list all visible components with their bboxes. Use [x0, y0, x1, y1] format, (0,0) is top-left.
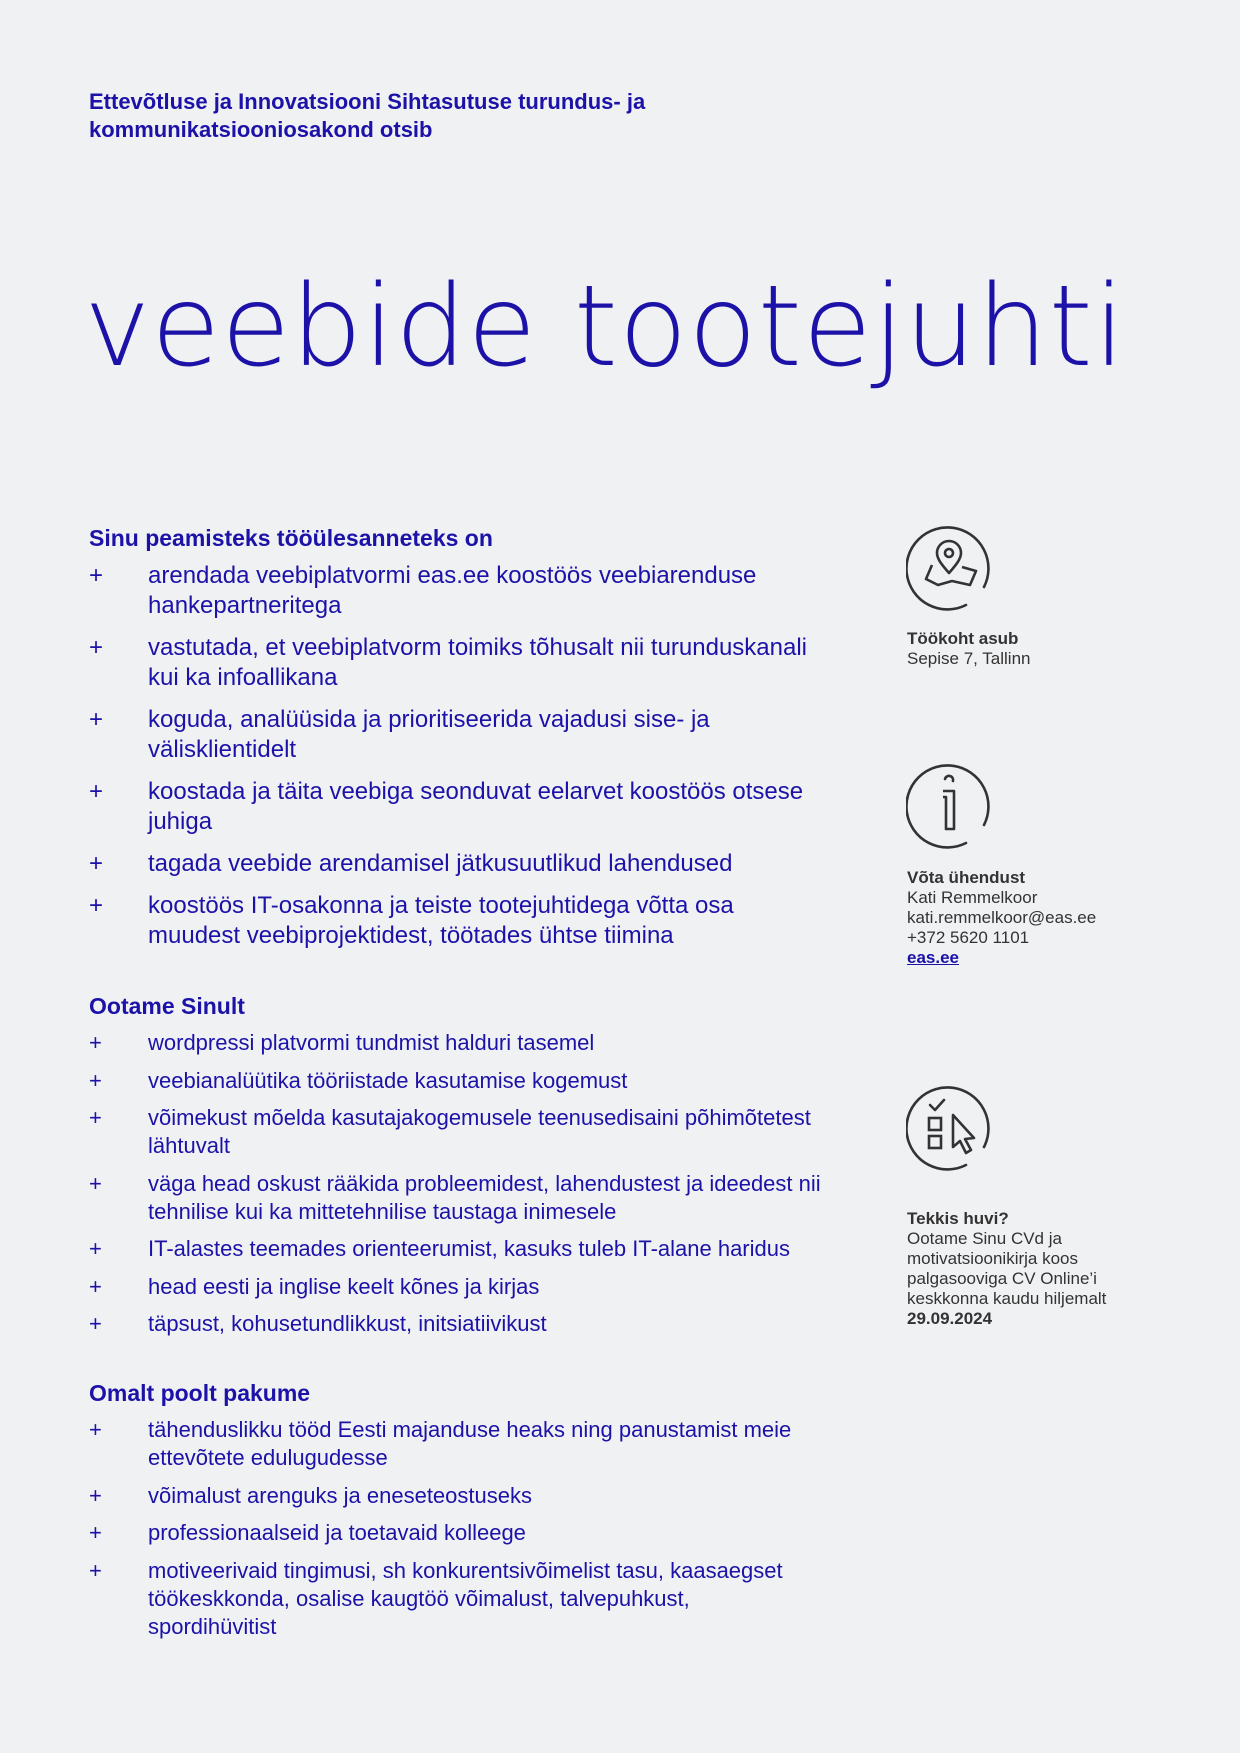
list-item-line: ettevõtete edulugudesse	[148, 1445, 388, 1470]
list-item-line: koguda, analüüsida ja prioritiseerida vajadusi sise- ja	[148, 706, 710, 733]
plus-bullet: +	[89, 850, 104, 877]
plus-bullet: +	[89, 1170, 102, 1196]
list-item	[89, 1067, 889, 1095]
list-item-line: IT-alastes teemades orienteerumist, kasuks tuleb IT-alane haridus	[148, 1236, 790, 1261]
location-block	[907, 629, 1137, 669]
plus-bullet: +	[89, 1311, 102, 1336]
section-heading: Ootame Sinult	[89, 993, 245, 1019]
plus-bullet: +	[89, 1067, 102, 1093]
plus-bullet: +	[89, 1236, 102, 1261]
apply-heading: Tekkis huvi?	[907, 1209, 1009, 1228]
section-heading: Sinu peamisteks tööülesanneteks on	[89, 525, 493, 551]
list-item-line: head eesti ja inglise keelt kõnes ja kirjas	[148, 1273, 540, 1299]
plus-bullet: +	[89, 562, 104, 589]
list-item-line: võimalust arenguks ja eneseteostuseks	[148, 1482, 532, 1508]
list-item-line: juhiga	[148, 808, 213, 835]
list-item-line: tehnilise kui ka mittetehnilise taustaga inimesele	[148, 1198, 617, 1224]
plus-bullet: +	[89, 1030, 102, 1055]
list-item-line: töökeskkonda, osalise kaugtöö võimalust, talvepuhkust,	[148, 1585, 690, 1611]
contact-name: Kati Remmelkoor	[907, 888, 1038, 907]
list-item-line: professionaalseid ja toetavaid kolleege	[148, 1520, 526, 1545]
list-item	[89, 1310, 889, 1338]
apply-deadline: 29.09.2024	[907, 1309, 993, 1328]
section-heading: Omalt poolt pakume	[89, 1380, 311, 1406]
apply-line: palgasooviga CV Online’i	[907, 1269, 1097, 1288]
list-item-line: spordihüvitist	[148, 1613, 277, 1639]
contact-phone[interactable]: +372 5620 1101	[907, 928, 1030, 947]
list-item	[89, 891, 889, 951]
info-icon	[906, 763, 992, 849]
contact-block	[907, 868, 1137, 968]
intro-line: kommunikatsiooniosakond otsib	[89, 117, 433, 142]
list-item-line: koostöös IT-osakonna ja teiste tootejuhtidega võtta osa	[148, 892, 734, 919]
plus-bullet: +	[89, 778, 104, 805]
list-item	[89, 849, 889, 879]
plus-bullet: +	[89, 1482, 102, 1508]
list-item	[89, 1170, 889, 1226]
plus-bullet: +	[89, 1273, 102, 1299]
plus-bullet: +	[89, 1417, 102, 1442]
checklist-cursor-icon	[906, 1085, 992, 1171]
list-item	[89, 633, 889, 693]
list-item	[89, 777, 889, 837]
section-offer	[89, 1378, 889, 1641]
location-map-icon	[906, 525, 992, 611]
list-item-line: hankepartneritega	[148, 592, 342, 619]
list-item-line: võimekust mõelda kasutajakogemusele teenusedisaini põhimõtetest	[148, 1105, 811, 1130]
intro-line: Ettevõtluse ja Innovatsiooni Sihtasutuse turundus- ja	[89, 89, 646, 114]
list-item	[89, 1519, 889, 1547]
list-item-line: täpsust, kohusetundlikkust, initsiatiivikust	[148, 1311, 547, 1336]
list-item-line: lähtuvalt	[148, 1133, 230, 1158]
apply-line: keskkonna kaudu hiljemalt	[907, 1289, 1107, 1308]
location-heading: Töökoht asub	[907, 629, 1019, 648]
apply-block	[907, 1209, 1137, 1329]
list-item-line: välisklientidelt	[148, 736, 297, 763]
contact-email[interactable]: kati.remmelkoor@eas.ee	[907, 908, 1097, 927]
contact-heading: Võta ühendust	[907, 868, 1026, 887]
section-responsibilities	[89, 523, 889, 951]
responsibilities-list	[89, 561, 889, 951]
list-item-line: tähenduslikku tööd Eesti majanduse heaks ning panustamist meie	[148, 1417, 792, 1442]
location-address: Sepise 7, Tallinn	[907, 649, 1031, 668]
list-item	[89, 1029, 889, 1057]
list-item	[89, 1104, 889, 1160]
list-item	[89, 1273, 889, 1301]
plus-bullet: +	[89, 1520, 102, 1545]
plus-bullet: +	[89, 892, 104, 919]
intro-text	[89, 88, 729, 144]
apply-line: Ootame Sinu CVd ja	[907, 1229, 1062, 1248]
list-item-line: muudest veebiprojektidest, töötades ühtse tiimina	[148, 922, 674, 949]
list-item	[89, 1235, 889, 1263]
website-link[interactable]: eas.ee	[907, 948, 959, 967]
plus-bullet: +	[89, 1105, 102, 1130]
offer-list	[89, 1416, 889, 1641]
plus-bullet: +	[89, 634, 104, 661]
list-item-line: tagada veebide arendamisel jätkusuutlikud lahendused	[148, 850, 733, 877]
list-item	[89, 1482, 889, 1510]
job-title: veebide tootejuhti	[84, 262, 1126, 392]
list-item-line: väga head oskust rääkida probleemidest, lahendustest ja ideedest nii	[148, 1170, 821, 1196]
list-item-line: kui ka infoallikana	[148, 664, 338, 691]
list-item	[89, 1416, 889, 1472]
list-item-line: motiveerivaid tingimusi, sh konkurentsivõimelist tasu, kaasaegset	[148, 1557, 783, 1583]
plus-bullet: +	[89, 706, 104, 733]
main-content	[89, 523, 889, 1650]
list-item-line: vastutada, et veebiplatvorm toimiks tõhusalt nii turunduskanali	[148, 634, 808, 661]
apply-line: motivatsioonikirja koos	[907, 1249, 1079, 1268]
list-item-line: wordpressi platvormi tundmist halduri tasemel	[148, 1030, 595, 1055]
list-item	[89, 1557, 889, 1641]
requirements-list	[89, 1029, 889, 1338]
list-item-line: veebianalüütika tööriistade kasutamise kogemust	[148, 1067, 628, 1093]
list-item	[89, 561, 889, 621]
list-item	[89, 705, 889, 765]
plus-bullet: +	[89, 1557, 102, 1583]
list-item-line: arendada veebiplatvormi eas.ee koostöös veebiarenduse	[148, 562, 757, 589]
section-requirements	[89, 991, 889, 1338]
list-item-line: koostada ja täita veebiga seonduvat eelarvet koostöös otsese	[148, 778, 804, 805]
